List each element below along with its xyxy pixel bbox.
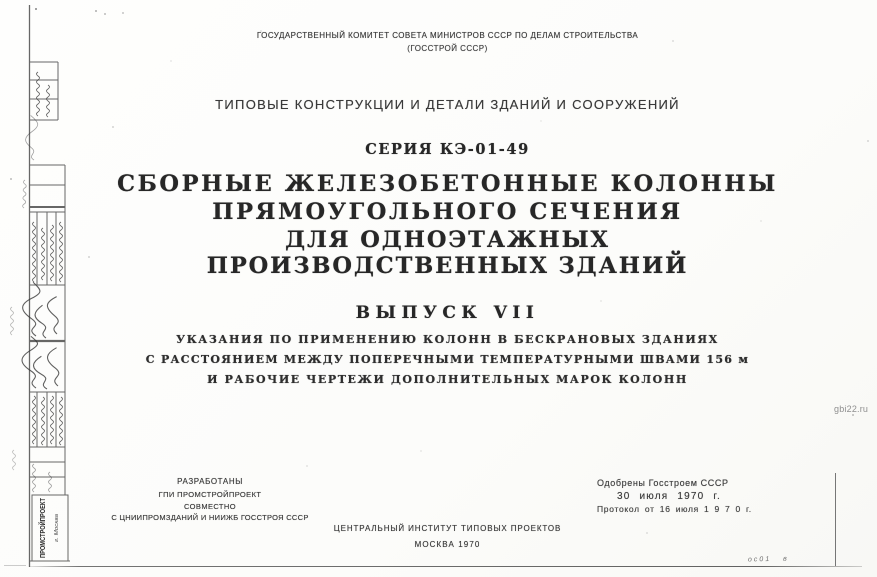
issue-subtitle-line-3: И РАБОЧИЕ ЧЕРТЕЖИ ДОПОЛНИТЕЛЬНЫХ МАРОК КОЛОНН [207, 373, 688, 386]
approval-date: 30 июля 1970 г. [617, 491, 722, 502]
stamp-city: г. Москва [54, 517, 60, 542]
publisher-city-year: МОСКВА 1970 [414, 540, 481, 549]
developed-by-line-3: СОВМЕСТНО [184, 502, 236, 511]
approval-protocol: Протокол от 16 июля 1 9 7 0 г. [597, 504, 752, 514]
approval-line-1: Одобрены Госстроем СССР [597, 478, 729, 488]
title-block-stamp [0, 0, 90, 577]
developed-by-line-2: ГПИ ПРОМСТРОЙПРОЕКТ [158, 490, 262, 499]
main-title-line-1: СБОРНЫЕ ЖЕЛЕЗОБЕТОННЫЕ КОЛОННЫ [117, 171, 778, 197]
frame-right-line [835, 473, 836, 566]
developed-by-heading: РАЗРАБОТАНЫ [177, 477, 243, 486]
frame-bottom-line [29, 566, 862, 567]
issue-subtitle-line-2: С РАССТОЯНИЕМ МЕЖДУ ПОПЕРЕЧНЫМИ ТЕМПЕРАТУРНЫМИ ШВАМИ 156 м [145, 353, 750, 366]
main-title-line-3: ДЛЯ ОДНОЭТАЖНЫХ ПРОИЗВОДСТВЕННЫХ ЗДАНИЙ [206, 227, 689, 279]
series-number: СЕРИЯ КЭ-01-49 [365, 141, 530, 158]
main-title-line-2: ПРЯМОУГОЛЬНОГО СЕЧЕНИЯ [212, 199, 683, 225]
developed-by-line-4: С ЦНИИПРОМЗДАНИЙ И НИИЖБ ГОССТРОЯ СССР [111, 513, 309, 522]
signature-squiggles [11, 72, 67, 492]
committee-line-2: (ГОССТРОЙ СССР) [407, 44, 488, 53]
stamp-institute-name: ПРОМСТРОЙПРОЕКТ [38, 482, 47, 558]
publisher-name: ЦЕНТРАЛЬНЫЙ ИНСТИТУТ ТИПОВЫХ ПРОЕКТОВ [333, 524, 562, 533]
issue-label: ВЫПУСК VII [355, 303, 540, 323]
corner-handwritten-mark: ос01 в [747, 555, 789, 564]
committee-line-1: ГОСУДАРСТВЕННЫЙ КОМИТЕТ СОВЕТА МИНИСТРОВ СССР ПО ДЕЛАМ СТРОИТЕЛЬСТВА [256, 31, 639, 40]
frame-corner-dash [4, 565, 26, 566]
watermark: gbi22.ru [834, 404, 869, 414]
issue-subtitle-line-1: УКАЗАНИЯ ПО ПРИМЕНЕНИЮ КОЛОНН В БЕСКРАНОВЫХ ЗДАНИЯХ [176, 333, 719, 346]
document-type-line: ТИПОВЫЕ КОНСТРУКЦИИ И ДЕТАЛИ ЗДАНИЙ И СООРУЖЕНИЙ [215, 97, 680, 112]
